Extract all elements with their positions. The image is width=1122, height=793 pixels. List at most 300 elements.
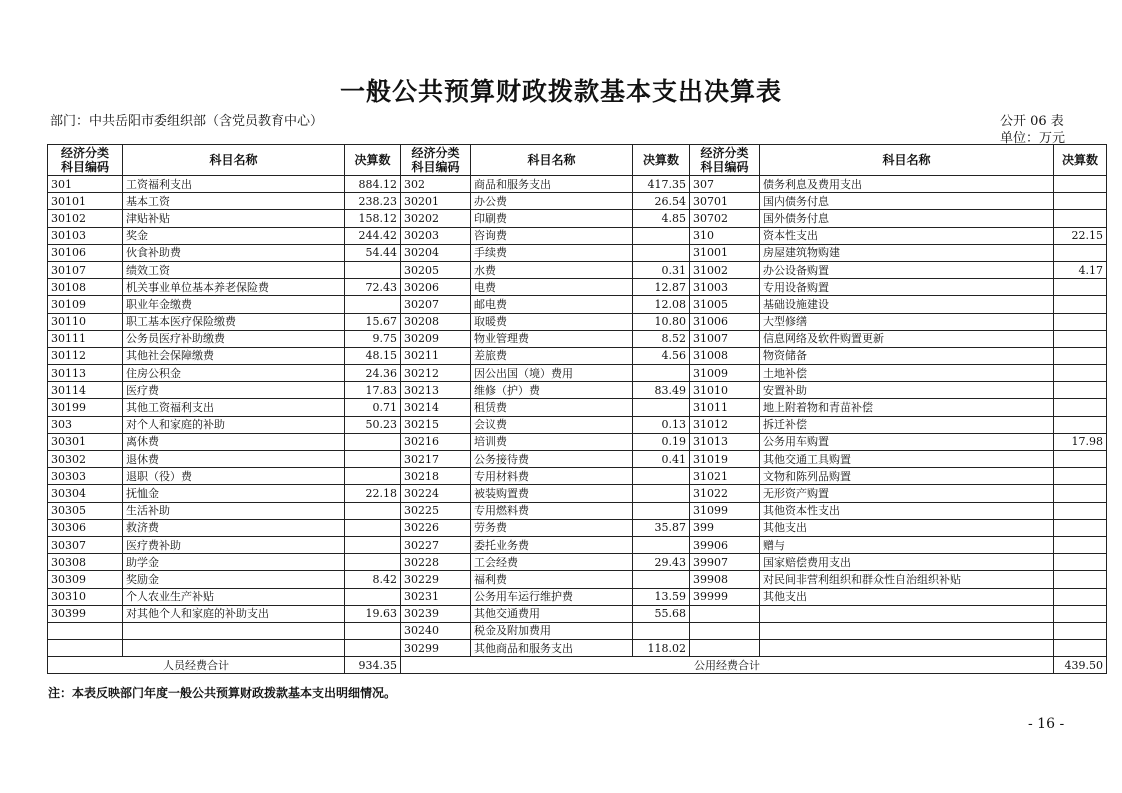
item-name-cell: 职工基本医疗保险缴费 xyxy=(123,313,345,330)
amount-cell xyxy=(345,640,401,657)
amount-cell xyxy=(1054,210,1107,227)
amount-cell xyxy=(1054,571,1107,588)
table-row xyxy=(48,244,1107,261)
economic-code-cell: 307 xyxy=(690,176,760,193)
item-name-cell: 奖励金 xyxy=(123,571,345,588)
economic-code-cell xyxy=(48,622,123,639)
amount-cell xyxy=(345,554,401,571)
amount-cell: 0.41 xyxy=(633,451,690,468)
amount-cell xyxy=(345,296,401,313)
amount-cell xyxy=(633,468,690,485)
amount-cell: 22.18 xyxy=(345,485,401,502)
amount-cell xyxy=(633,244,690,261)
economic-code-cell: 31008 xyxy=(690,347,760,364)
economic-code-cell: 30203 xyxy=(401,227,471,244)
table-row xyxy=(48,313,1107,330)
economic-code-cell: 31010 xyxy=(690,382,760,399)
public-total-label: 公用经费合计 xyxy=(401,657,1054,674)
item-name-cell: 委托业务费 xyxy=(471,536,633,553)
table-row xyxy=(48,622,1107,639)
item-name-cell: 拆迁补偿 xyxy=(760,416,1054,433)
economic-code-cell: 39908 xyxy=(690,571,760,588)
amount-cell: 17.98 xyxy=(1054,433,1107,450)
amount-cell xyxy=(633,536,690,553)
economic-code-cell: 30209 xyxy=(401,330,471,347)
amount-cell xyxy=(633,622,690,639)
item-name-cell: 基础设施建设 xyxy=(760,296,1054,313)
amount-cell: 4.17 xyxy=(1054,261,1107,278)
header-code-1: 经济分类 科目编码 xyxy=(48,145,123,176)
item-name-cell: 退休费 xyxy=(123,451,345,468)
item-name-cell: 债务利息及费用支出 xyxy=(760,176,1054,193)
table-row xyxy=(48,468,1107,485)
item-name-cell: 租赁费 xyxy=(471,399,633,416)
table-row xyxy=(48,571,1107,588)
economic-code-cell: 31012 xyxy=(690,416,760,433)
item-name-cell: 安置补助 xyxy=(760,382,1054,399)
item-name-cell: 专用设备购置 xyxy=(760,279,1054,296)
item-name-cell: 公务用车购置 xyxy=(760,433,1054,450)
economic-code-cell: 30215 xyxy=(401,416,471,433)
amount-cell xyxy=(345,261,401,278)
economic-code-cell: 30212 xyxy=(401,365,471,382)
economic-code-cell: 30227 xyxy=(401,536,471,553)
item-name-cell: 水费 xyxy=(471,261,633,278)
item-name-cell: 办公费 xyxy=(471,193,633,210)
table-row xyxy=(48,330,1107,347)
table-row xyxy=(48,227,1107,244)
amount-cell xyxy=(1054,640,1107,657)
amount-cell: 8.42 xyxy=(345,571,401,588)
item-name-cell: 救济费 xyxy=(123,519,345,536)
amount-cell: 55.68 xyxy=(633,605,690,622)
item-name-cell: 资本性支出 xyxy=(760,227,1054,244)
item-name-cell: 其他资本性支出 xyxy=(760,502,1054,519)
amount-cell: 884.12 xyxy=(345,176,401,193)
item-name-cell: 其他交通费用 xyxy=(471,605,633,622)
item-name-cell: 对个人和家庭的补助 xyxy=(123,416,345,433)
amount-cell xyxy=(633,227,690,244)
page-title: 一般公共预算财政拨款基本支出决算表 xyxy=(339,77,782,106)
amount-cell: 158.12 xyxy=(345,210,401,227)
item-name-cell: 奖金 xyxy=(123,227,345,244)
public-total-value: 439.50 xyxy=(1054,657,1107,674)
amount-cell xyxy=(1054,296,1107,313)
table-row xyxy=(48,296,1107,313)
amount-cell: 417.35 xyxy=(633,176,690,193)
amount-cell xyxy=(633,571,690,588)
economic-code-cell: 31013 xyxy=(690,433,760,450)
item-name-cell: 无形资产购置 xyxy=(760,485,1054,502)
personnel-total-value: 934.35 xyxy=(345,657,401,674)
economic-code-cell: 30299 xyxy=(401,640,471,657)
header-code-2: 经济分类 科目编码 xyxy=(401,145,471,176)
item-name-cell: 咨询费 xyxy=(471,227,633,244)
amount-cell xyxy=(345,519,401,536)
item-name-cell: 离休费 xyxy=(123,433,345,450)
economic-code-cell: 30305 xyxy=(48,502,123,519)
item-name-cell: 劳务费 xyxy=(471,519,633,536)
economic-code-cell: 31011 xyxy=(690,399,760,416)
item-name-cell: 物资储备 xyxy=(760,347,1054,364)
footnote: 注：本表反映部门年度一般公共预算财政拨款基本支出明细情况。 xyxy=(48,686,397,700)
amount-cell xyxy=(1054,399,1107,416)
item-name-cell: 个人农业生产补贴 xyxy=(123,588,345,605)
header-amount-1: 决算数 xyxy=(345,145,401,176)
item-name-cell: 对其他个人和家庭的补助支出 xyxy=(123,605,345,622)
item-name-cell: 国外债务付息 xyxy=(760,210,1054,227)
amount-cell xyxy=(1054,451,1107,468)
unit-label: 单位：万元 xyxy=(1000,131,1066,146)
header-amount-2: 决算数 xyxy=(633,145,690,176)
economic-code-cell: 30239 xyxy=(401,605,471,622)
item-name-cell: 税金及附加费用 xyxy=(471,622,633,639)
table-row xyxy=(48,279,1107,296)
amount-cell xyxy=(345,622,401,639)
economic-code-cell: 30307 xyxy=(48,536,123,553)
economic-code-cell: 31001 xyxy=(690,244,760,261)
header-name-1: 科目名称 xyxy=(123,145,345,176)
item-name-cell: 对民间非营利组织和群众性自治组织补贴 xyxy=(760,571,1054,588)
economic-code-cell: 30216 xyxy=(401,433,471,450)
item-name-cell: 机关事业单位基本养老保险费 xyxy=(123,279,345,296)
item-name-cell: 邮电费 xyxy=(471,296,633,313)
economic-code-cell: 31021 xyxy=(690,468,760,485)
item-name-cell: 公务员医疗补助缴费 xyxy=(123,330,345,347)
economic-code-cell: 31002 xyxy=(690,261,760,278)
item-name-cell: 印刷费 xyxy=(471,210,633,227)
economic-code-cell: 30218 xyxy=(401,468,471,485)
item-name-cell: 大型修缮 xyxy=(760,313,1054,330)
amount-cell: 24.36 xyxy=(345,365,401,382)
amount-cell: 35.87 xyxy=(633,519,690,536)
header-name-3: 科目名称 xyxy=(760,145,1054,176)
form-number: 公开 06 表 xyxy=(1000,114,1064,129)
economic-code-cell: 30224 xyxy=(401,485,471,502)
amount-cell xyxy=(1054,536,1107,553)
item-name-cell: 生活补助 xyxy=(123,502,345,519)
amount-cell: 9.75 xyxy=(345,330,401,347)
amount-cell: 0.71 xyxy=(345,399,401,416)
amount-cell xyxy=(1054,193,1107,210)
economic-code-cell: 30302 xyxy=(48,451,123,468)
economic-code-cell: 30113 xyxy=(48,365,123,382)
item-name-cell: 医疗费 xyxy=(123,382,345,399)
economic-code-cell: 30309 xyxy=(48,571,123,588)
item-name-cell: 因公出国（境）费用 xyxy=(471,365,633,382)
economic-code-cell: 30228 xyxy=(401,554,471,571)
economic-code-cell: 31006 xyxy=(690,313,760,330)
item-name-cell: 维修（护）费 xyxy=(471,382,633,399)
totals-row xyxy=(48,657,1107,674)
item-name-cell: 工资福利支出 xyxy=(123,176,345,193)
amount-cell: 4.85 xyxy=(633,210,690,227)
table-row xyxy=(48,210,1107,227)
amount-cell xyxy=(1054,519,1107,536)
economic-code-cell: 30111 xyxy=(48,330,123,347)
amount-cell: 15.67 xyxy=(345,313,401,330)
item-name-cell: 培训费 xyxy=(471,433,633,450)
item-name-cell: 工会经费 xyxy=(471,554,633,571)
amount-cell: 48.15 xyxy=(345,347,401,364)
item-name-cell: 其他交通工具购置 xyxy=(760,451,1054,468)
economic-code-cell: 30301 xyxy=(48,433,123,450)
amount-cell xyxy=(1054,468,1107,485)
amount-cell xyxy=(1054,330,1107,347)
table-row xyxy=(48,365,1107,382)
economic-code-cell: 30208 xyxy=(401,313,471,330)
table-row xyxy=(48,176,1107,193)
expenditure-table xyxy=(47,144,1107,674)
header-code-3: 经济分类 科目编码 xyxy=(690,145,760,176)
item-name-cell: 赠与 xyxy=(760,536,1054,553)
amount-cell xyxy=(633,365,690,382)
economic-code-cell: 310 xyxy=(690,227,760,244)
item-name-cell: 公务用车运行维护费 xyxy=(471,588,633,605)
economic-code-cell: 31099 xyxy=(690,502,760,519)
amount-cell xyxy=(1054,416,1107,433)
item-name-cell xyxy=(760,622,1054,639)
economic-code-cell: 30109 xyxy=(48,296,123,313)
amount-cell: 0.19 xyxy=(633,433,690,450)
item-name-cell: 福利费 xyxy=(471,571,633,588)
item-name-cell: 电费 xyxy=(471,279,633,296)
amount-cell xyxy=(345,536,401,553)
amount-cell xyxy=(1054,244,1107,261)
item-name-cell: 信息网络及软件购置更新 xyxy=(760,330,1054,347)
amount-cell xyxy=(345,588,401,605)
economic-code-cell: 31007 xyxy=(690,330,760,347)
amount-cell: 54.44 xyxy=(345,244,401,261)
amount-cell: 8.52 xyxy=(633,330,690,347)
amount-cell: 12.87 xyxy=(633,279,690,296)
amount-cell: 0.13 xyxy=(633,416,690,433)
table-row xyxy=(48,519,1107,536)
economic-code-cell: 31009 xyxy=(690,365,760,382)
economic-code-cell: 30110 xyxy=(48,313,123,330)
economic-code-cell xyxy=(690,640,760,657)
economic-code-cell: 30213 xyxy=(401,382,471,399)
amount-cell xyxy=(345,502,401,519)
item-name-cell: 专用材料费 xyxy=(471,468,633,485)
amount-cell xyxy=(1054,554,1107,571)
economic-code-cell: 30206 xyxy=(401,279,471,296)
amount-cell xyxy=(1054,347,1107,364)
item-name-cell: 医疗费补助 xyxy=(123,536,345,553)
item-name-cell: 其他工资福利支出 xyxy=(123,399,345,416)
economic-code-cell: 30201 xyxy=(401,193,471,210)
economic-code-cell: 30101 xyxy=(48,193,123,210)
item-name-cell: 文物和陈列品购置 xyxy=(760,468,1054,485)
table-row xyxy=(48,416,1107,433)
table-row xyxy=(48,588,1107,605)
item-name-cell xyxy=(123,640,345,657)
amount-cell: 118.02 xyxy=(633,640,690,657)
amount-cell xyxy=(1054,313,1107,330)
table-row xyxy=(48,485,1107,502)
table-row xyxy=(48,193,1107,210)
amount-cell xyxy=(1054,485,1107,502)
item-name-cell: 被装购置费 xyxy=(471,485,633,502)
table-row xyxy=(48,382,1107,399)
economic-code-cell: 30310 xyxy=(48,588,123,605)
amount-cell: 29.43 xyxy=(633,554,690,571)
amount-cell: 26.54 xyxy=(633,193,690,210)
economic-code-cell: 39907 xyxy=(690,554,760,571)
item-name-cell: 住房公积金 xyxy=(123,365,345,382)
economic-code-cell: 31022 xyxy=(690,485,760,502)
economic-code-cell: 30306 xyxy=(48,519,123,536)
item-name-cell: 津贴补贴 xyxy=(123,210,345,227)
item-name-cell xyxy=(760,640,1054,657)
economic-code-cell: 30102 xyxy=(48,210,123,227)
item-name-cell: 其他商品和服务支出 xyxy=(471,640,633,657)
table-row xyxy=(48,347,1107,364)
item-name-cell: 会议费 xyxy=(471,416,633,433)
economic-code-cell: 30399 xyxy=(48,605,123,622)
amount-cell xyxy=(1054,176,1107,193)
economic-code-cell: 30103 xyxy=(48,227,123,244)
amount-cell: 72.43 xyxy=(345,279,401,296)
table-row xyxy=(48,399,1107,416)
table-row xyxy=(48,640,1107,657)
economic-code-cell xyxy=(690,622,760,639)
economic-code-cell: 30211 xyxy=(401,347,471,364)
amount-cell xyxy=(1054,605,1107,622)
table-header-row xyxy=(48,145,1107,176)
amount-cell xyxy=(1054,382,1107,399)
economic-code-cell: 30226 xyxy=(401,519,471,536)
item-name-cell: 差旅费 xyxy=(471,347,633,364)
item-name-cell: 物业管理费 xyxy=(471,330,633,347)
header-name-2: 科目名称 xyxy=(471,145,633,176)
economic-code-cell: 30112 xyxy=(48,347,123,364)
item-name-cell: 其他支出 xyxy=(760,519,1054,536)
economic-code-cell: 30303 xyxy=(48,468,123,485)
economic-code-cell: 31003 xyxy=(690,279,760,296)
table-row xyxy=(48,536,1107,553)
page-number: - 16 - xyxy=(1028,716,1065,732)
amount-cell xyxy=(345,451,401,468)
amount-cell: 22.15 xyxy=(1054,227,1107,244)
economic-code-cell: 30204 xyxy=(401,244,471,261)
economic-code-cell: 30240 xyxy=(401,622,471,639)
amount-cell: 10.80 xyxy=(633,313,690,330)
economic-code-cell: 399 xyxy=(690,519,760,536)
economic-code-cell: 302 xyxy=(401,176,471,193)
amount-cell xyxy=(633,502,690,519)
amount-cell xyxy=(345,468,401,485)
item-name-cell: 基本工资 xyxy=(123,193,345,210)
item-name-cell: 公务接待费 xyxy=(471,451,633,468)
economic-code-cell: 30202 xyxy=(401,210,471,227)
item-name-cell: 伙食补助费 xyxy=(123,244,345,261)
table-row xyxy=(48,433,1107,450)
economic-code-cell: 30225 xyxy=(401,502,471,519)
amount-cell: 19.63 xyxy=(345,605,401,622)
item-name-cell: 国家赔偿费用支出 xyxy=(760,554,1054,571)
item-name-cell: 商品和服务支出 xyxy=(471,176,633,193)
economic-code-cell: 30106 xyxy=(48,244,123,261)
economic-code-cell: 30108 xyxy=(48,279,123,296)
economic-code-cell: 301 xyxy=(48,176,123,193)
table-row xyxy=(48,554,1107,571)
item-name-cell: 房屋建筑物购建 xyxy=(760,244,1054,261)
amount-cell xyxy=(1054,502,1107,519)
amount-cell: 83.49 xyxy=(633,382,690,399)
item-name-cell: 助学金 xyxy=(123,554,345,571)
item-name-cell: 办公设备购置 xyxy=(760,261,1054,278)
economic-code-cell: 30107 xyxy=(48,261,123,278)
amount-cell xyxy=(633,485,690,502)
table-row xyxy=(48,502,1107,519)
economic-code-cell: 30701 xyxy=(690,193,760,210)
amount-cell: 238.23 xyxy=(345,193,401,210)
item-name-cell: 其他支出 xyxy=(760,588,1054,605)
item-name-cell: 绩效工资 xyxy=(123,261,345,278)
amount-cell xyxy=(1054,588,1107,605)
amount-cell xyxy=(345,433,401,450)
economic-code-cell: 30199 xyxy=(48,399,123,416)
economic-code-cell: 30205 xyxy=(401,261,471,278)
amount-cell: 244.42 xyxy=(345,227,401,244)
item-name-cell: 国内债务付息 xyxy=(760,193,1054,210)
item-name-cell: 地上附着物和青苗补偿 xyxy=(760,399,1054,416)
economic-code-cell: 30229 xyxy=(401,571,471,588)
amount-cell: 17.83 xyxy=(345,382,401,399)
amount-cell xyxy=(1054,622,1107,639)
item-name-cell: 土地补偿 xyxy=(760,365,1054,382)
economic-code-cell: 30702 xyxy=(690,210,760,227)
economic-code-cell xyxy=(48,640,123,657)
item-name-cell: 抚恤金 xyxy=(123,485,345,502)
personnel-total-label: 人员经费合计 xyxy=(48,657,345,674)
table-row xyxy=(48,605,1107,622)
economic-code-cell: 31019 xyxy=(690,451,760,468)
table-body xyxy=(48,176,1107,657)
item-name-cell: 其他社会保障缴费 xyxy=(123,347,345,364)
header-amount-3: 决算数 xyxy=(1054,145,1107,176)
table-row xyxy=(48,261,1107,278)
amount-cell xyxy=(633,399,690,416)
economic-code-cell: 30308 xyxy=(48,554,123,571)
item-name-cell: 手续费 xyxy=(471,244,633,261)
amount-cell: 12.08 xyxy=(633,296,690,313)
item-name-cell: 退职（役）费 xyxy=(123,468,345,485)
economic-code-cell: 30207 xyxy=(401,296,471,313)
item-name-cell: 取暖费 xyxy=(471,313,633,330)
table-row xyxy=(48,451,1107,468)
economic-code-cell xyxy=(690,605,760,622)
amount-cell: 13.59 xyxy=(633,588,690,605)
amount-cell: 0.31 xyxy=(633,261,690,278)
amount-cell xyxy=(1054,365,1107,382)
economic-code-cell: 30217 xyxy=(401,451,471,468)
item-name-cell xyxy=(123,622,345,639)
item-name-cell: 专用燃料费 xyxy=(471,502,633,519)
amount-cell: 50.23 xyxy=(345,416,401,433)
economic-code-cell: 39999 xyxy=(690,588,760,605)
department-label: 部门：中共岳阳市委组织部（含党员教育中心） xyxy=(50,114,324,129)
economic-code-cell: 30304 xyxy=(48,485,123,502)
economic-code-cell: 31005 xyxy=(690,296,760,313)
economic-code-cell: 30114 xyxy=(48,382,123,399)
economic-code-cell: 30231 xyxy=(401,588,471,605)
economic-code-cell: 39906 xyxy=(690,536,760,553)
amount-cell: 4.56 xyxy=(633,347,690,364)
amount-cell xyxy=(1054,279,1107,296)
item-name-cell: 职业年金缴费 xyxy=(123,296,345,313)
